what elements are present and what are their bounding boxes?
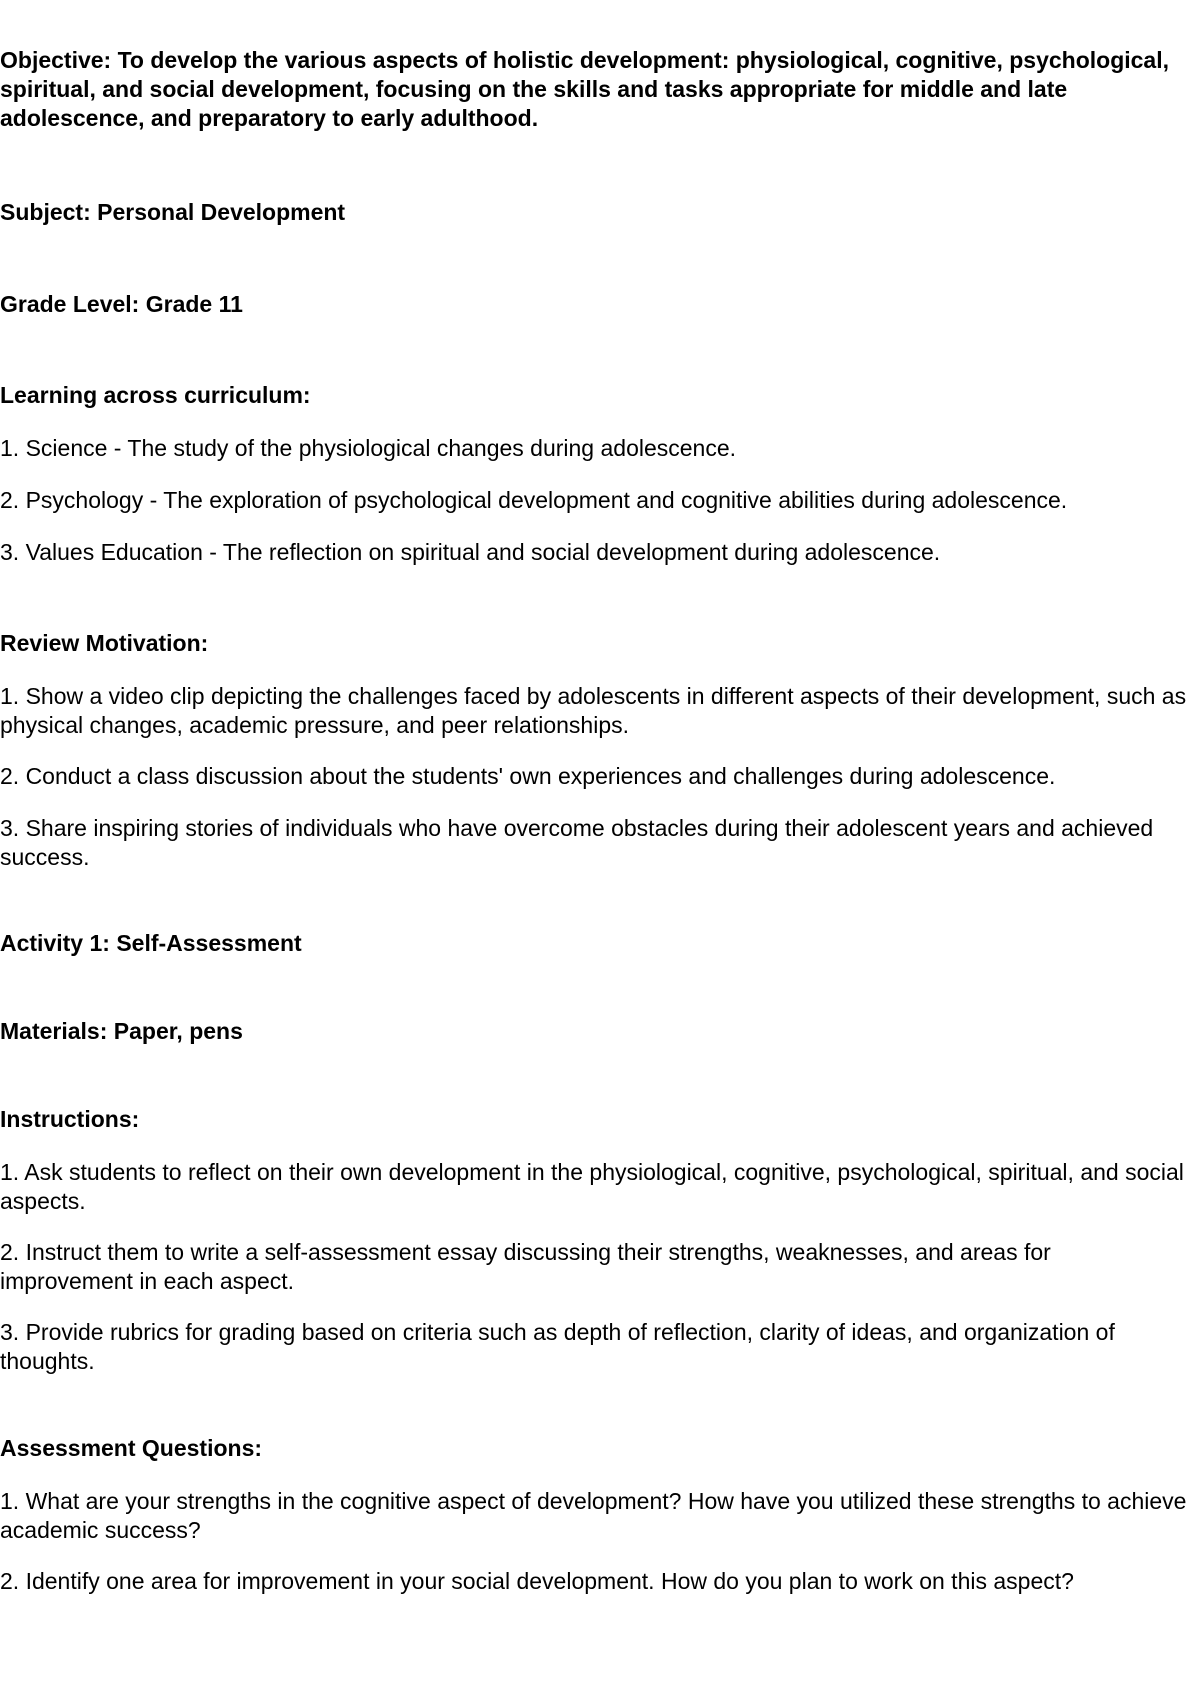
- assessment-question-1: 1. What are your strengths in the cognitive aspect of development? How have you utilized these strengths to achieve academic success?: [0, 1488, 1187, 1543]
- activity-title: Activity 1: Self-Assessment: [0, 930, 302, 956]
- objective-text: Objective: To develop the various aspects of holistic development: physiological, cognitive, psychological, spiritual, and social development, focusing on the skills and tasks appropriate for middle and late adolescence, and preparatory to early adulthood.: [0, 47, 1170, 131]
- instruction-item-3: 3. Provide rubrics for grading based on criteria such as depth of reflection, clarity of ideas, and organization of thoughts.: [0, 1319, 1115, 1374]
- materials-line: Materials: Paper, pens: [0, 1018, 243, 1044]
- review-motivation-heading: Review Motivation:: [0, 630, 209, 656]
- instruction-item-2: 2. Instruct them to write a self-assessment essay discussing their strengths, weaknesses, and areas for improvement in each aspect.: [0, 1239, 1051, 1294]
- subject-line: Subject: Personal Development: [0, 199, 346, 225]
- learning-item-2: 2. Psychology - The exploration of psychological development and cognitive abilities during adolescence.: [0, 487, 1068, 513]
- grade-level-line: Grade Level: Grade 11: [0, 291, 243, 317]
- learning-across-heading: Learning across curriculum:: [0, 382, 311, 408]
- review-item-2: 2. Conduct a class discussion about the students' own experiences and challenges during adolescence.: [0, 763, 1056, 789]
- review-item-3: 3. Share inspiring stories of individuals who have overcome obstacles during their adolescent years and achieved success.: [0, 815, 1154, 870]
- learning-item-1: 1. Science - The study of the physiological changes during adolescence.: [0, 435, 737, 461]
- assessment-question-2: 2. Identify one area for improvement in your social development. How do you plan to work on this aspect?: [0, 1568, 1074, 1594]
- instructions-heading: Instructions:: [0, 1106, 140, 1132]
- assessment-heading: Assessment Questions:: [0, 1435, 263, 1461]
- review-item-1: 1. Show a video clip depicting the challenges faced by adolescents in different aspects of their development, such as physical changes, academic pressure, and peer relationships.: [0, 683, 1187, 738]
- learning-item-3: 3. Values Education - The reflection on spiritual and social development during adolescence.: [0, 539, 941, 565]
- instruction-item-1: 1. Ask students to reflect on their own development in the physiological, cognitive, psychological, spiritual, and social aspects.: [0, 1159, 1184, 1214]
